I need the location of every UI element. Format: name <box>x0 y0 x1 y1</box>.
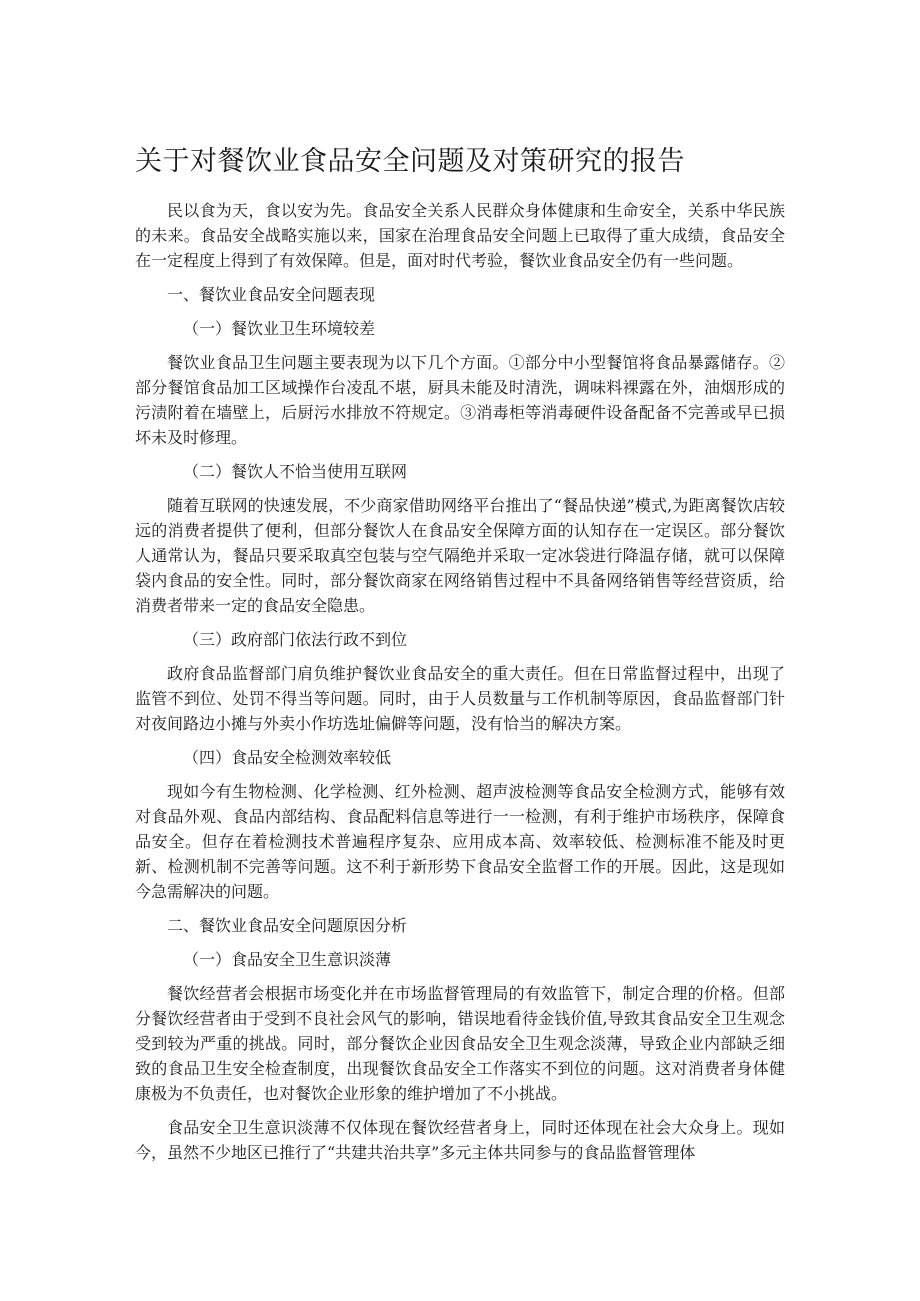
document-body <box>135 198 785 1174</box>
subsection-heading-2-1: （一）食品安全卫生意识淡薄 <box>183 950 392 969</box>
subsection-heading-1-3: （三）政府部门依法行政不到位 <box>183 630 408 649</box>
paragraph-public: 食品安全卫生意识淡薄不仅体现在餐饮经营者身上，同时还体现在社会大众身上。现如今，虽然不少地区已推行了“共建共治共享”多元主体共同参与的食品监督管理体 <box>135 1118 785 1162</box>
paragraph-testing: 现如今有生物检测、化学检测、红外检测、超声波检测等食品安全检测方式，能够有效对食品外观、食品内部结构、食品配料信息等进行一一检测，有利于维护市场秩序，保障食品安全。但存在着检测技术普遍程序复杂、应用成本高、效率较低、检测标准不能及时更新、检测机制不完善等问题。这不利于新形势下食品安全监督工作的开展。因此，这是现如今急需解决的问题。 <box>135 782 785 901</box>
paragraph-government: 政府食品监督部门肩负维护餐饮业食品安全的重大责任。但在日常监督过程中，出现了监管不到位、处罚不得当等问题。同时，由于人员数量与工作机制等原因，食品监督部门针对夜间路边小摊与外卖小作坊选址偏僻等问题，没有恰当的解决方案。 <box>135 664 785 733</box>
paragraph-internet: 随着互联网的快速发展，不少商家借助网络平台推出了“餐品快递”模式,为距离餐饮店较远的消费者提供了便利，但部分餐饮人在食品安全保障方面的认知存在一定误区。部分餐饮人通常认为，餐品只要采取真空包装与空气隔绝并采取一定冰袋进行降温存储，就可以保障袋内食品的安全性。同时，部分餐饮商家在网络销售过程中不具备网络销售等经营资质，给消费者带来一定的食品安全隐患。 <box>135 496 785 615</box>
paragraph-awareness: 餐饮经营者会根据市场变化并在市场监督管理局的有效监管下，制定合理的价格。但部分餐饮经营者由于受到不良社会风气的影响，错误地看待金钱价值,导致其食品安全卫生观念受到较为严重的挑战。同时，部分餐饮企业因食品安全卫生观念淡薄，导致企业内部缺乏细致的食品卫生安全检查制度，出现餐饮食品安全工作落实不到位的问题。这对消费者身体健康极为不负责任，也对餐饮企业形象的维护增加了不小挑战。 <box>135 984 785 1103</box>
document-title: 关于对餐饮业食品安全问题及对策研究的报告 <box>135 146 685 177</box>
subsection-heading-1-2: （二）餐饮人不恰当使用互联网 <box>183 462 408 481</box>
subsection-heading-1-4: （四）食品安全检测效率较低 <box>183 748 392 767</box>
subsection-heading-1-1: （一）餐饮业卫生环境较差 <box>183 319 376 338</box>
paragraph-intro: 民以食为天，食以安为先。食品安全关系人民群众身体健康和生命安全，关系中华民族的未来。食品安全战略实施以来，国家在治理食品安全问题上已取得了重大成绩，食品安全在一定程度上得到了有效保障。但是，面对时代考验，餐饮业食品安全仍有一些问题。 <box>135 201 785 270</box>
section-heading-1: 一、餐饮业食品安全问题表现 <box>167 285 376 304</box>
section-heading-2: 二、餐饮业食品安全问题原因分析 <box>167 916 408 935</box>
paragraph-hygiene: 餐饮业食品卫生问题主要表现为以下几个方面。①部分中小型餐馆将食品暴露储存。②部分餐馆食品加工区域操作台凌乱不堪，厨具未能及时清洗，调味料裸露在外，油烟形成的污渍附着在墙壁上，后厨污水排放不符规定。③消毒柜等消毒硬件设备配备不完善或早已损坏未及时修理。 <box>135 353 785 447</box>
